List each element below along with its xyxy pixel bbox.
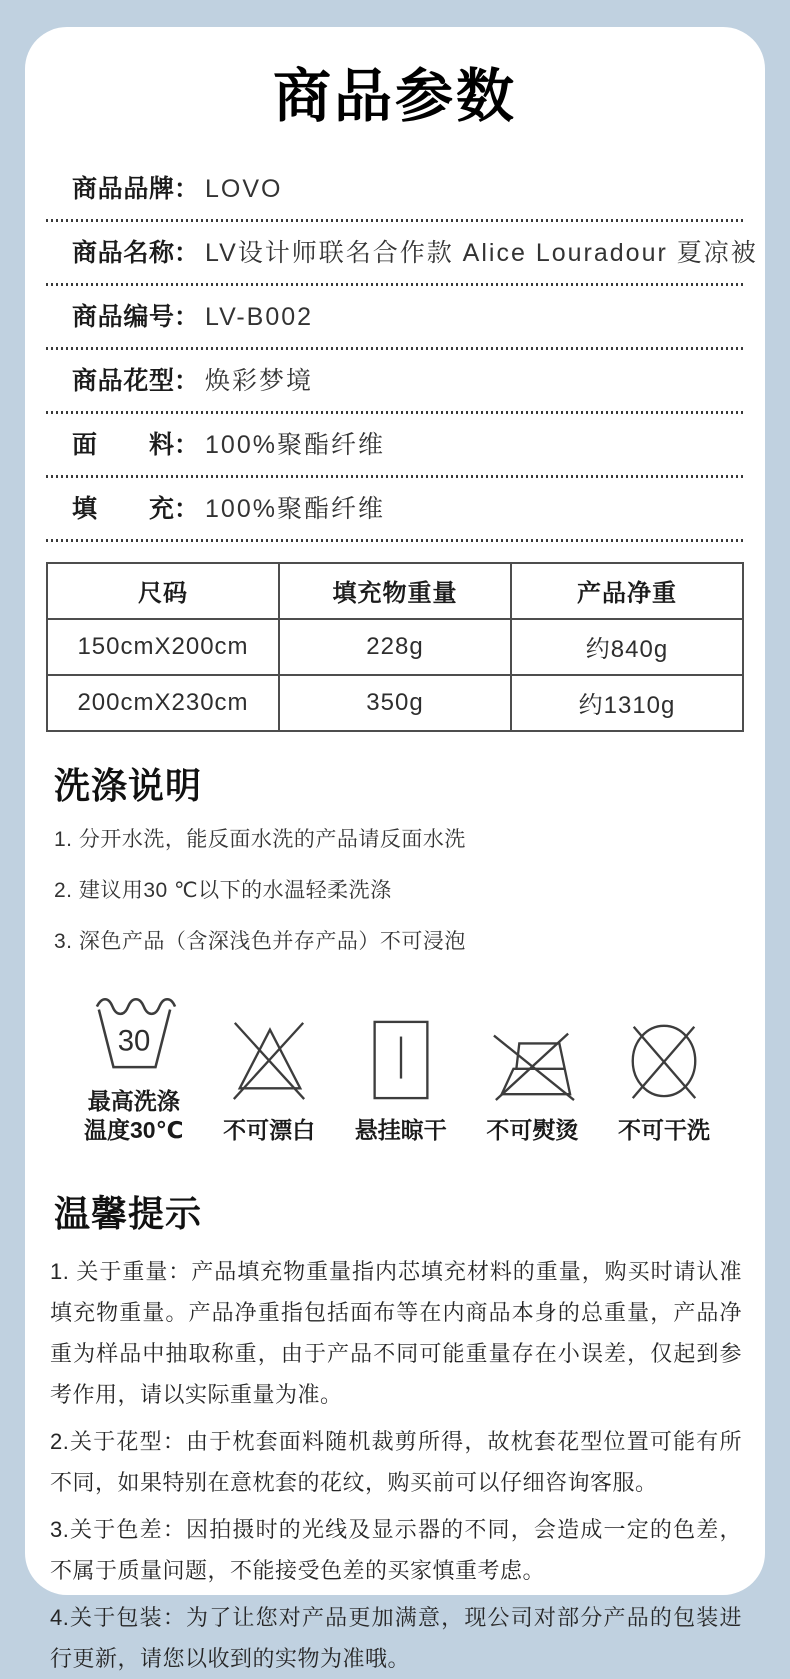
attribute-label: 商品品牌 — [72, 174, 174, 203]
attribute-label: 商品编号 — [72, 302, 174, 331]
attribute-value: 100%聚酯纤维 — [205, 430, 385, 459]
care-icon-label: 不可熨烫 — [486, 1117, 579, 1144]
table-row — [47, 619, 743, 675]
table-header-fill-weight: 填充物重量 — [279, 563, 511, 619]
page-title: 商品参数 — [272, 64, 517, 129]
attribute-row — [46, 414, 744, 475]
attribute-label: 填充 — [72, 494, 174, 523]
no-dry-clean-icon — [622, 1018, 706, 1102]
tips-section-heading: 温馨提示 — [54, 1193, 203, 1235]
attribute-row — [46, 478, 744, 539]
attribute-colon: ： — [174, 430, 200, 459]
attribute-label: 商品名称 — [72, 238, 174, 267]
wash-temp-value: 30 — [117, 1024, 151, 1058]
table-header-net-weight: 产品净重 — [511, 563, 743, 619]
attribute-row — [46, 286, 744, 347]
table-row — [47, 675, 743, 731]
size-table — [46, 562, 744, 732]
tip-item: 4.关于包装：为了让您对产品更加满意，现公司对部分产品的包装进行更新，请您以收到的实物为准哦。 — [50, 1605, 742, 1672]
no-bleach-icon — [225, 1018, 313, 1102]
table-cell: 350g — [279, 675, 511, 731]
attribute-colon: ： — [174, 366, 200, 395]
attribute-colon: ： — [174, 302, 200, 331]
tip-item: 1. 关于重量：产品填充物重量指内芯填充材料的重量，购买时请认准填充物重量。产品净重指包括面布等在内商品本身的总重量，产品净重为样品中抽取称重，由于产品不同可能重量存在小误差，仅起到参考作用，请以实际重量为准。 — [50, 1259, 742, 1408]
care-icon-label: 悬挂晾干 — [354, 1117, 447, 1144]
attribute-colon: ： — [174, 494, 200, 523]
care-icon-cell — [355, 1018, 447, 1146]
dotted-divider — [46, 539, 744, 542]
attribute-row — [46, 222, 758, 283]
tip-item: 3.关于色差：因拍摄时的光线及显示器的不同，会造成一定的色差，不属于质量问题，不能接受色差的买家慎重考虑。 — [50, 1517, 742, 1584]
attribute-value: LV设计师联名合作款 Alice Louradour 夏凉被 — [205, 238, 758, 267]
product-card — [25, 27, 765, 1672]
washing-section-heading: 洗涤说明 — [54, 764, 203, 806]
table-cell: 约1310g — [511, 675, 743, 731]
tip-item: 2.关于花型：由于枕套面料随机裁剪所得，故枕套花型位置可能有所不同，如果特别在意枕套的花纹，购买前可以仔细咨询客服。 — [50, 1429, 742, 1496]
care-icon-label-line1: 最高洗涤 — [87, 1087, 180, 1114]
table-cell: 150cmX200cm — [47, 619, 279, 675]
no-iron-icon — [486, 1018, 578, 1102]
attribute-value: 100%聚酯纤维 — [205, 494, 385, 523]
care-icon-cell — [486, 1018, 578, 1146]
table-header-row — [47, 563, 743, 619]
table-header-size: 尺码 — [47, 563, 279, 619]
table-cell: 228g — [279, 619, 511, 675]
care-icon-label — [84, 1087, 183, 1147]
care-icons-row — [84, 989, 710, 1147]
attribute-colon: ： — [174, 238, 200, 267]
care-icon-cell — [618, 1018, 710, 1146]
washing-instruction-item: 1. 分开水洗，能反面水洗的产品请反面水洗 — [54, 827, 466, 851]
care-icon-label: 不可干洗 — [618, 1117, 710, 1144]
washing-instruction-item: 3. 深色产品（含深浅色并存产品）不可浸泡 — [54, 929, 466, 953]
attributes-list — [46, 158, 758, 542]
hang-dry-icon — [368, 1018, 434, 1102]
care-icon-cell — [84, 989, 183, 1147]
attribute-colon: ： — [174, 174, 200, 203]
care-icon-cell — [223, 1018, 315, 1146]
attribute-label: 商品花型 — [72, 366, 174, 395]
attribute-row — [46, 158, 744, 219]
table-cell: 约840g — [511, 619, 743, 675]
attribute-value: 焕彩梦境 — [205, 366, 314, 395]
washing-instruction-item: 2. 建议用30 ℃以下的水温轻柔洗涤 — [54, 878, 392, 902]
attribute-value: LOVO — [205, 174, 283, 203]
wash-30-icon — [90, 989, 178, 1073]
table-cell: 200cmX230cm — [47, 675, 279, 731]
attribute-row — [46, 350, 744, 411]
attribute-value: LV-B002 — [205, 302, 314, 331]
care-icon-label-line2: 温度30℃ — [84, 1117, 184, 1144]
attribute-label: 面料 — [72, 430, 174, 459]
care-icon-label: 不可漂白 — [223, 1117, 316, 1144]
